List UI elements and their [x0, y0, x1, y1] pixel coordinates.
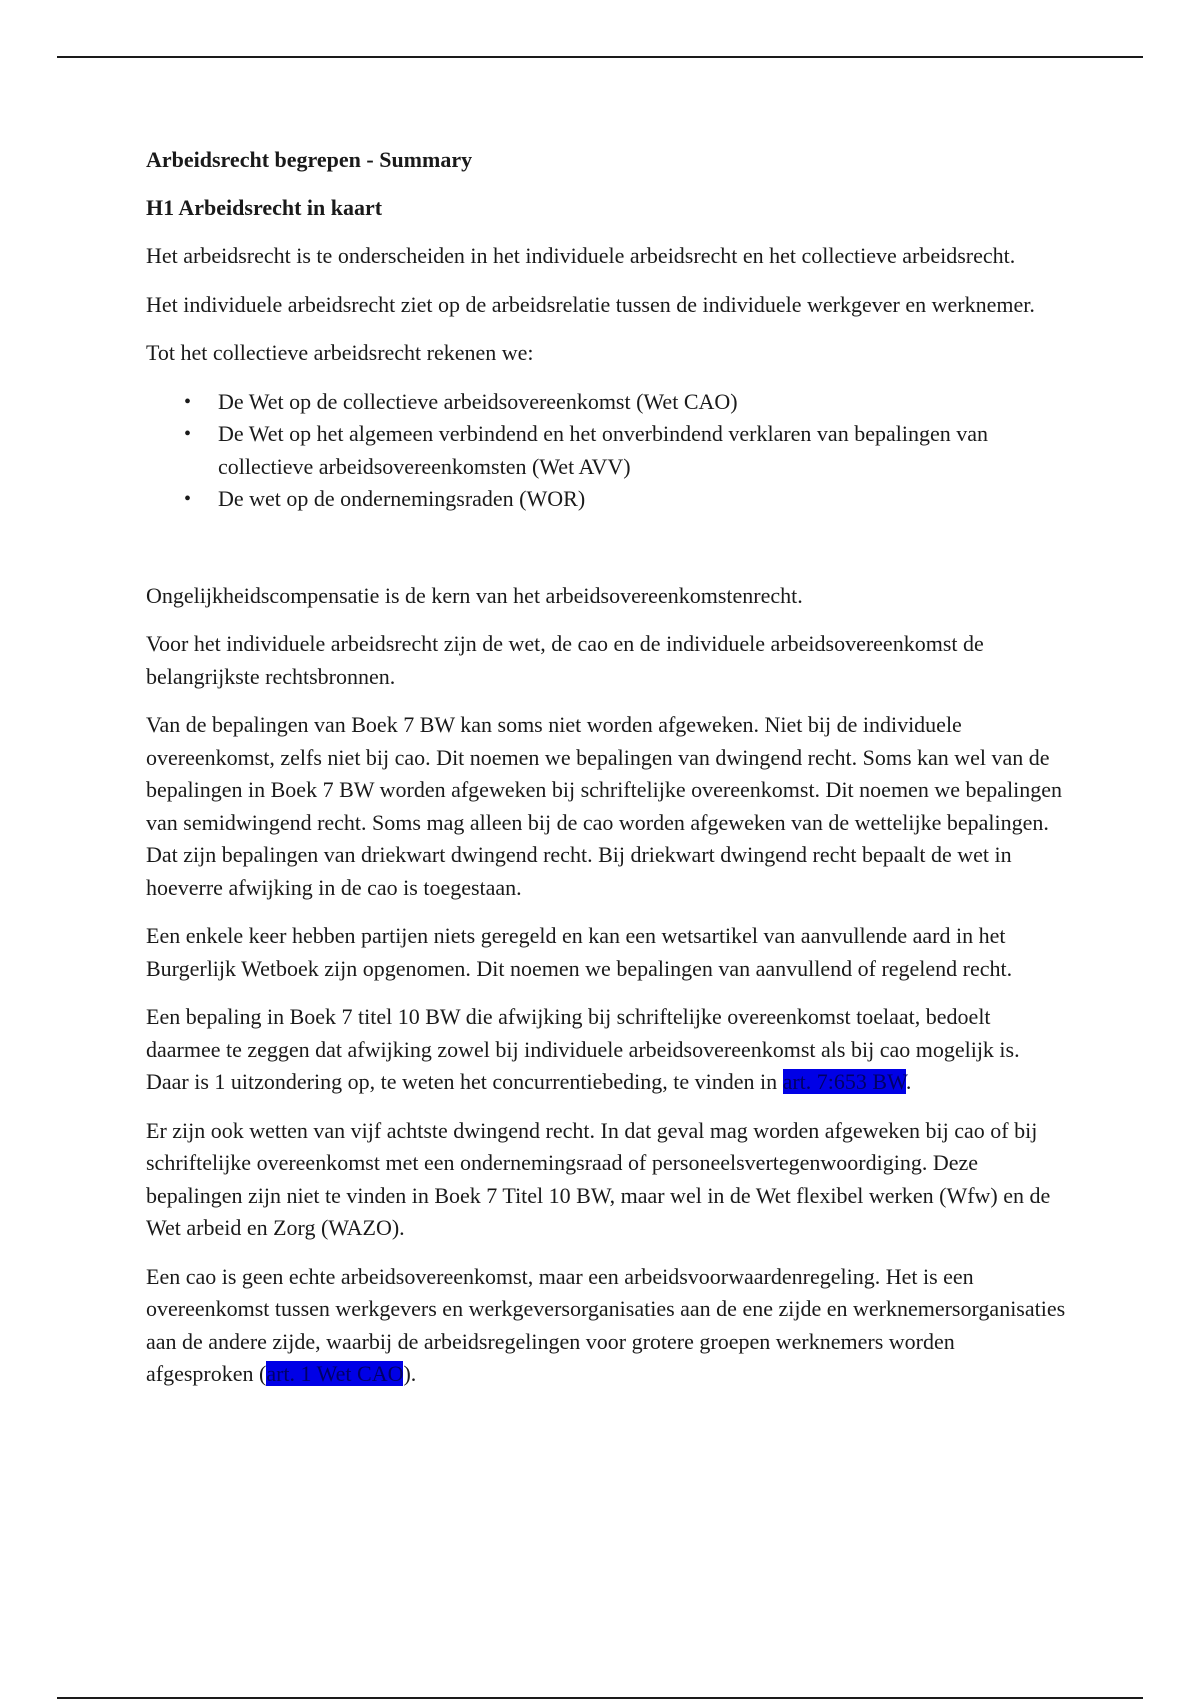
list-item-text: De Wet op de collectieve arbeidsovereenkomst (Wet CAO) — [218, 388, 738, 414]
paragraph-1: Het arbeidsrecht is te onderscheiden in het individuele arbeidsrecht en het collectieve arbeidsrecht. — [146, 243, 1016, 268]
list-item-text: De Wet op het algemeen verbindend en het onverbindend verklaren van bepalingen van collectieve arbeidsovereenkomsten (Wet AVV) — [218, 421, 988, 479]
paragraph-4: Ongelijkheidscompensatie is de kern van het arbeidsovereenkomstenrecht. — [146, 582, 803, 608]
bullet-icon: • — [184, 390, 192, 413]
paragraph-5: Voor het individuele arbeidsrecht zijn de wet, de cao en de individuele arbeidsovereenkomst de belangrijkste rechtsbronnen. — [146, 631, 984, 689]
paragraph-3: Tot het collectieve arbeidsrecht rekenen we: — [146, 340, 534, 365]
document-body — [146, 144, 1066, 1407]
chapter-heading: H1 Arbeidsrecht in kaart — [146, 195, 383, 220]
spacer — [146, 532, 1066, 580]
article-link-7-653[interactable]: art. 7:653 BW — [782, 1069, 906, 1094]
document-title: Arbeidsrecht begrepen - Summary — [146, 147, 473, 172]
paragraph-10-end: ). — [403, 1361, 417, 1386]
paragraph-2: Het individuele arbeidsrecht ziet op de arbeidsrelatie tussen de individuele werkgever en werknemer. — [146, 291, 1035, 317]
bullet-icon: • — [184, 488, 192, 510]
bullet-icon: • — [184, 423, 192, 445]
header-rule — [57, 56, 1143, 58]
paragraph-8-text: Een bepaling in Boek 7 titel 10 BW die afwijking bij schriftelijke overeenkomst toelaat, bedoelt daarmee te zeggen dat afwijking zowel bij individuele arbeidsovereenkomst als bij cao mogelijk is. Daar is 1 uitzondering op, te weten het concurrentiebeding, te vinden in — [146, 1004, 1020, 1094]
footer-rule — [57, 1697, 1143, 1699]
paragraph-10 — [146, 1261, 1066, 1391]
paragraph-6: Van de bepalingen van Boek 7 BW kan soms niet worden afgeweken. Niet bij de individuele overeenkomst, zelfs niet bij cao. Dit noemen we bepalingen van dwingend recht. Soms kan wel van de bepalingen in Boek 7 BW worden afgeweken bij schriftelijke overeenkomst. Dit noemen we bepalingen van semidwingend recht. Soms mag alleen bij de cao worden afgeweken van de wettelijke bepalingen. Dat zijn bepalingen van driekwart dwingend recht. Bij driekwart dwingend recht bepaalt de wet in hoeverre afwijking in de cao is toegestaan. — [146, 712, 1062, 900]
paragraph-8 — [146, 1001, 1066, 1099]
list-item — [184, 386, 1066, 419]
list-item-text: De wet op de ondernemingsraden (WOR) — [218, 486, 586, 511]
collective-law-list — [146, 386, 1066, 516]
paragraph-8-end: . — [905, 1069, 912, 1094]
paragraph-9: Er zijn ook wetten van vijf achtste dwingend recht. In dat geval mag worden afgeweken bij cao of bij schriftelijke overeenkomst met een ondernemingsraad of personeelsvertegenwoordiging. Deze bepalingen zijn niet te vinden in Boek 7 Titel 10 BW, maar wel in de Wet flexibel werken (Wfw) en de Wet arbeid en Zorg (WAZO). — [146, 1117, 1051, 1240]
article-link-wet-cao[interactable]: art. 1 Wet CAO — [266, 1361, 404, 1386]
paragraph-7: Een enkele keer hebben partijen niets geregeld en kan een wetsartikel van aanvullende aard in het Burgerlijk Wetboek zijn opgenomen. Dit noemen we bepalingen van aanvullend of regelend recht. — [146, 923, 1013, 981]
paragraph-10-text: Een cao is geen echte arbeidsovereenkomst, maar een arbeidsvoorwaardenregeling. Het is een overeenkomst tussen werkgevers en werkgeversorganisaties aan de ene zijde en werknemersorganisaties aan de andere zijde, waarbij de arbeidsregelingen voor grotere groepen werknemers worden afgesproken ( — [146, 1263, 1066, 1386]
list-item — [184, 483, 1066, 516]
list-item — [184, 418, 1066, 483]
